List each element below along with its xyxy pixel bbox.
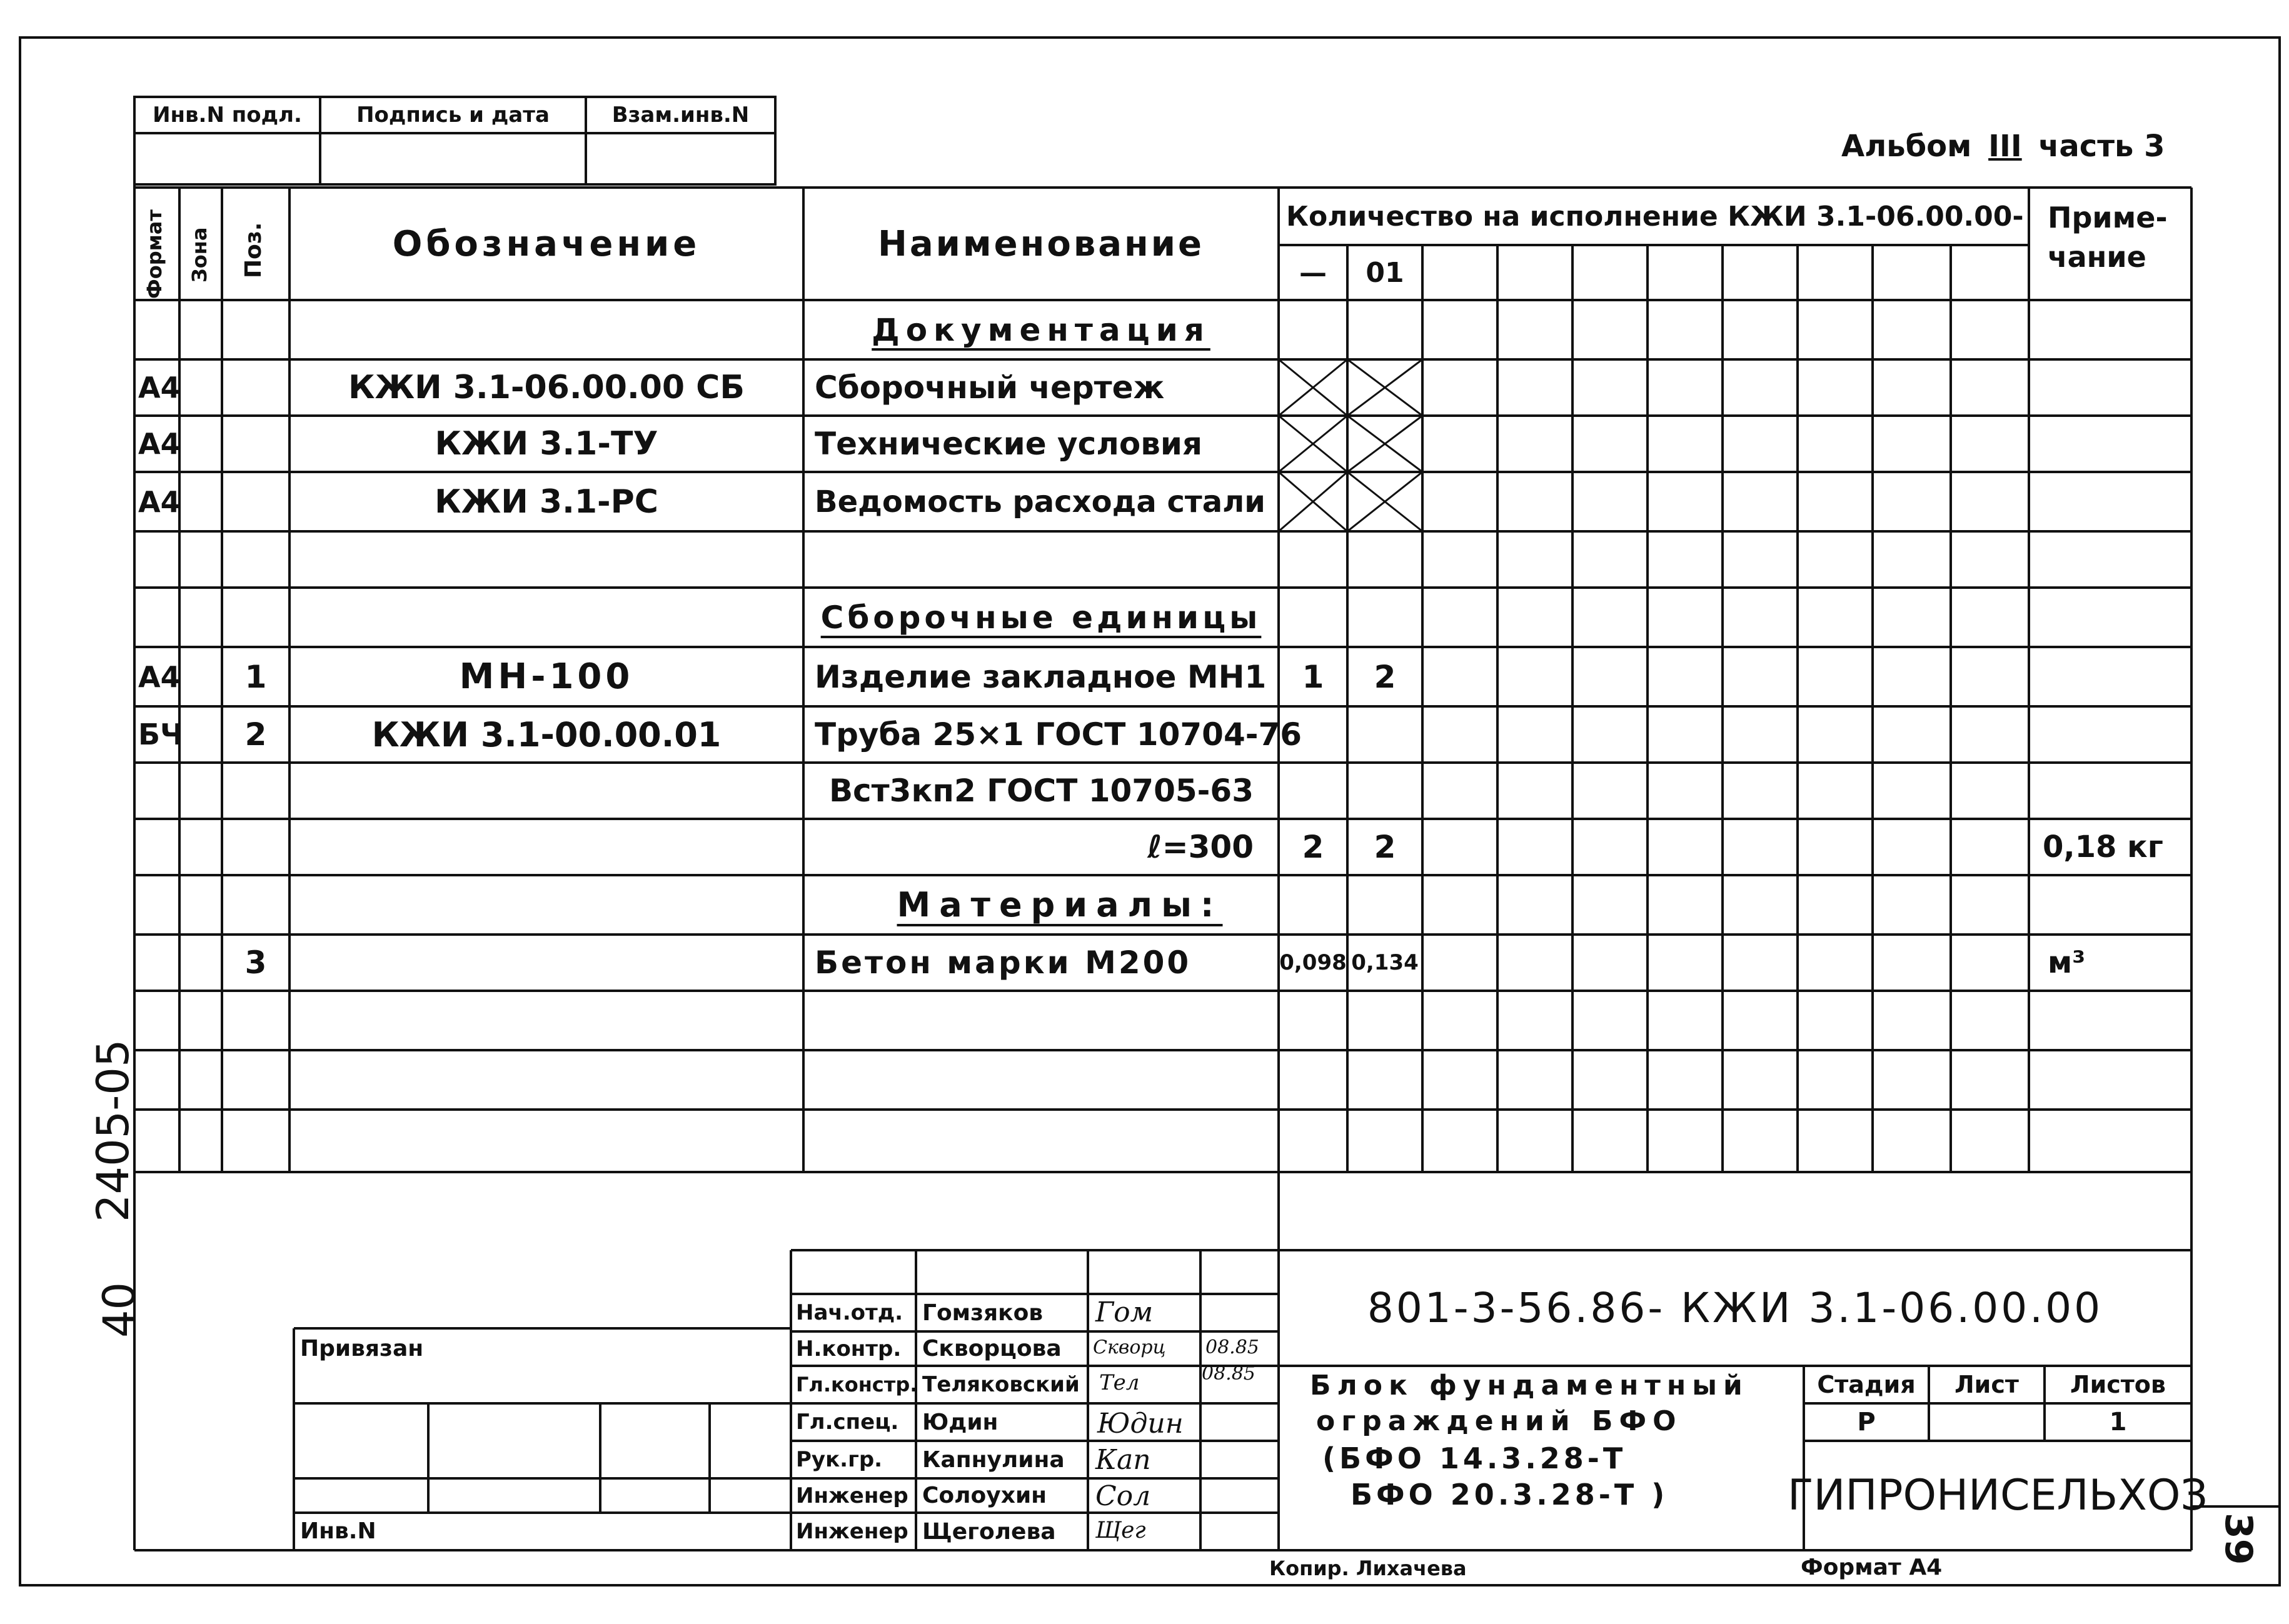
title-line-1: Блок фундаментный <box>1310 1370 1749 1401</box>
album-label <box>1841 129 2165 164</box>
sig-5-sign: Сол <box>1095 1480 1151 1512</box>
album-word: Альбом <box>1841 129 1972 164</box>
album-roman: III <box>1988 129 2022 164</box>
sig-1-name: Скворцова <box>922 1336 1062 1361</box>
sig-1-role: Н.контр. <box>796 1336 902 1361</box>
row-6-qty-01: 2 <box>1374 658 1396 695</box>
privyazan-label: Привязан <box>300 1336 424 1361</box>
album-part: часть 3 <box>2038 129 2165 164</box>
row-3-oboznachenie: КЖИ 3.1-РС <box>435 483 658 521</box>
format-label: Формат А4 <box>1801 1555 1943 1580</box>
title-line-4: БФО 20.3.28-Т ) <box>1351 1478 1669 1511</box>
row-6-poz: 1 <box>244 658 267 695</box>
row-11-qty-01: 0,134 <box>1351 950 1419 975</box>
header-poz: Поз. <box>241 222 266 278</box>
sig-2-name: Теляковский <box>922 1372 1080 1397</box>
inv-n-label: Инв.N <box>300 1518 376 1544</box>
sig-2-role: Гл.констр. <box>796 1373 918 1396</box>
listov-value: 1 <box>2109 1408 2127 1436</box>
header-exec-01: 01 <box>1366 256 1404 289</box>
sig-1-sign: Скворц <box>1093 1336 1166 1358</box>
row-2-name: Технические условия <box>815 426 1202 462</box>
sig-3-role: Гл.спец. <box>796 1410 899 1435</box>
sig-6-role: Инженер <box>796 1519 908 1544</box>
header-oboznachenie: Обозначение <box>392 223 701 264</box>
row-3-name: Ведомость расхода стали <box>815 484 1265 519</box>
header-kolichestvo: Количество на исполнение КЖИ 3.1-06.00.00- <box>1286 200 2024 233</box>
organization: ГИПРОНИСЕЛЬХОЗ <box>1788 1471 2208 1520</box>
stamp-vzam-inv: Взам.инв.N <box>611 103 750 128</box>
doc-code: 801-3-56.86- КЖИ 3.1-06.00.00 <box>1367 1284 2103 1332</box>
sig-2-date: 08.85 <box>1202 1363 1255 1385</box>
row-6-format: А4 <box>138 659 181 694</box>
row-6-oboznachenie: МН-100 <box>459 656 634 697</box>
side-code: 2405-05 <box>88 1039 139 1222</box>
sig-0-name: Гомзяков <box>922 1300 1044 1326</box>
stamp-inv-podl: Инв.N подл. <box>153 103 302 128</box>
sig-5-role: Инженер <box>796 1483 908 1508</box>
row-9-qty-base: 2 <box>1302 829 1324 865</box>
sig-1-date: 08.85 <box>1205 1336 1259 1358</box>
header-zona: Зона <box>188 227 211 283</box>
row-2-format: А4 <box>138 427 181 461</box>
section-sborochnye-edinicy: Сборочные единицы <box>820 599 1262 636</box>
row-11-note: м³ <box>2048 945 2086 980</box>
row-7-poz: 2 <box>244 716 267 753</box>
stamp-podpis-data: Подпись и дата <box>356 103 550 128</box>
list-value <box>1929 1403 2045 1441</box>
row-6-qty-base: 1 <box>1302 658 1324 695</box>
sig-4-name: Капнулина <box>922 1446 1065 1473</box>
header-exec-base: — <box>1299 256 1327 289</box>
row-9-name: ℓ=300 <box>1147 829 1254 865</box>
row-1-oboznachenie: КЖИ 3.1-06.00.00 СБ <box>348 369 745 406</box>
sig-6-sign: Щег <box>1095 1518 1146 1543</box>
list-label: Лист <box>1954 1371 2019 1398</box>
header-format: Формат <box>143 209 166 299</box>
stadia-value: Р <box>1857 1408 1876 1436</box>
row-7-oboznachenie: КЖИ 3.1-00.00.01 <box>371 714 722 754</box>
section-materialy: Материалы: <box>897 885 1223 925</box>
sig-4-role: Рук.гр. <box>796 1447 883 1472</box>
row-3-format: А4 <box>138 484 181 519</box>
header-primechanie-1: Приме- <box>2048 201 2168 234</box>
row-11-poz: 3 <box>244 945 267 981</box>
row-6-name: Изделие закладное МН1 <box>815 658 1267 695</box>
side-number: 40 <box>94 1281 145 1338</box>
sig-0-sign: Гом <box>1095 1296 1154 1328</box>
header-primechanie-2: чание <box>2048 240 2146 274</box>
listov-label: Листов <box>2070 1371 2166 1398</box>
sig-3-sign: Юдин <box>1097 1408 1184 1440</box>
kopir-label: Копир. Лихачева <box>1269 1556 1467 1580</box>
row-1-name: Сборочный чертеж <box>815 369 1165 406</box>
stadia-label: Стадия <box>1817 1371 1916 1398</box>
page-number: 39 <box>2216 1513 2260 1565</box>
header-naimenovanie: Наименование <box>878 223 1204 264</box>
sig-6-name: Щеголева <box>922 1518 1056 1545</box>
row-11-qty-base: 0,098 <box>1279 950 1347 975</box>
row-11-name: Бетон марки М200 <box>815 945 1192 981</box>
row-9-qty-01: 2 <box>1374 829 1396 865</box>
row-7-name: Труба 25×1 ГОСТ 10704-76 <box>815 716 1302 753</box>
sig-0-role: Нач.отд. <box>796 1300 903 1325</box>
row-7-format: БЧ <box>138 718 184 751</box>
row-1-format: А4 <box>138 371 181 404</box>
sig-4-sign: Кап <box>1095 1444 1151 1476</box>
row-2-oboznachenie: КЖИ 3.1-ТУ <box>435 425 658 463</box>
sig-2-sign: Тел <box>1099 1370 1140 1395</box>
title-line-3: (БФО 14.3.28-Т <box>1322 1441 1627 1475</box>
row-9-note: 0,18 кг <box>2043 830 2163 865</box>
section-dokumentaciya: Документация <box>872 311 1210 348</box>
sig-5-name: Солоухин <box>922 1483 1047 1508</box>
title-line-2: ограждений БФО <box>1316 1405 1683 1437</box>
row-8-name: Вст3кп2 ГОСТ 10705-63 <box>828 773 1254 809</box>
sig-3-name: Юдин <box>922 1409 999 1435</box>
